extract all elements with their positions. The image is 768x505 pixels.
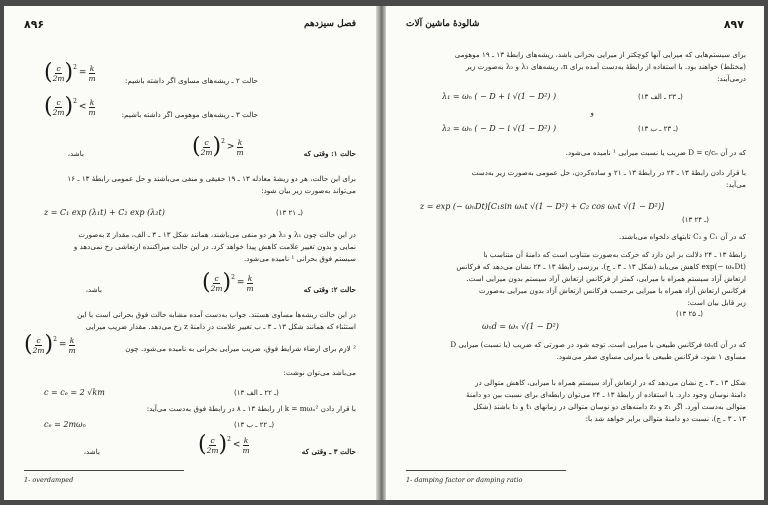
- case1-heading: حالت ۱: وقتی که: [303, 149, 356, 158]
- left-page-header: [24, 18, 356, 34]
- paragraph-line: (مختلط) خواهند بود. با استفاده از رابطهٔ به‌دست آمده برای n، ریشه‌های λ₁ و λ₂ به‌صورت زیر: [465, 62, 746, 71]
- footnote-rule: [406, 470, 566, 471]
- equation-number: (۱۳ ـ ۲۱): [276, 209, 304, 217]
- paragraph-line: نمایی و بدون تغییر علامت کاهش پیدا خواهد کرد. در این حالت میراکننده ارتعاشی رخ نمی‌دهد و: [73, 242, 356, 251]
- paragraph-line: می‌آید:: [725, 180, 746, 189]
- paragraph-line: با قرار دادن k = mωₙ² از رابطهٔ ۱۳ ـ ۸ در رابطهٔ فوق به‌دست می‌آید:: [146, 404, 356, 413]
- paragraph-line: برای سیستم‌هایی که میرایی آنها کوچکتر از میرایی بحرانی باشد، ریشه‌های رابطهٔ ۱۳ ـ ۱۹ موهومی: [454, 50, 746, 59]
- footnote-rule: [24, 470, 184, 471]
- paragraph-line: شکل ۱۳ ـ ۳ ـ ج نشان می‌دهد که در ارتعاش آزاد سیستم همراه با میرایی، کاهش متوالی در: [475, 378, 746, 387]
- equation-number: (۱۳ ـ ۲۵): [676, 310, 704, 318]
- right-page-header: [406, 18, 744, 34]
- paragraph-line: ارتعاش آزاد سیستم همراه با میرایی، کمتر از فرکانس ارتعاش آزاد سیستم بدون میرایی است.: [466, 274, 746, 283]
- page-number: ۸۹۶: [24, 18, 45, 31]
- left-page: [4, 6, 376, 500]
- footnote: 1- damping factor or damping ratio: [406, 476, 523, 484]
- formula-case2-condition: ( c 2m ) 2 = $\frac{k}{m}$: [44, 60, 96, 85]
- paragraph-line: استثناء که همانند شکل ۱۳ ـ ۳ ـ ب تغییر علامت در دامنهٔ z رخ می‌دهد. مقدار ضریب میرایی: [85, 322, 356, 331]
- formula-case3-heading: ( c 2m ) 2 < k m: [198, 432, 250, 457]
- formula-case1-condition: ( c 2m ) 2 > k m: [192, 134, 244, 159]
- equation-number: (۱۳ ـ ۲۴): [682, 216, 710, 224]
- paragraph-line: در این حالت چون λ₁ و λ₂ هر دو منفی می‌باشند، همانند شکل ۱۳ ـ ۳ ـ الف، مقدار z به‌صورت: [78, 230, 356, 239]
- paragraph-line: که در آن D = c/cₑ ضریب یا نسبت میرایی ¹ نامیده می‌شود.: [565, 148, 746, 157]
- paragraph-line: رابطهٔ ۱۳ ـ ۲۴ دلالت بر این دارد که حرکت به‌صورت متناوب است که دامنهٔ آن متناسب با: [483, 250, 746, 259]
- paragraph-line: با قرار دادن رابطهٔ ۱۳ ـ ۲۳ در رابطهٔ ۱۳ ـ ۲۱ و ساده‌کردن، حل عمومی به‌صورت زیر به‌دست: [471, 168, 746, 177]
- paragraph-line: متوالی به‌دست آورد. اگر z₁ و z₂ دامنه‌های دو نوسان متوالی در زمانهای t₁ و t₂ باشند (شکل: [473, 402, 746, 411]
- equation-22a: c = cₑ = 2 √km: [44, 388, 105, 397]
- paragraph-line: که در آن C₁ و C₂ ثابتهای دلخواه می‌باشند.: [618, 232, 746, 241]
- formula-critical-condition: ( c 2m ) 2 = $\frac{k}{m}$: [24, 332, 76, 357]
- paragraph-line: می‌باشد می‌توان نوشت:: [283, 368, 356, 377]
- case3-heading: حالت ۳ ـ وقتی که: [301, 447, 356, 456]
- book-spine: [376, 6, 386, 500]
- equation-23b: λ₂ = ωₙ ( − D − i √(1 − D²) ): [442, 124, 557, 133]
- paragraph-line: ² لازم برای ارضاء شرایط فوق، ضریب میرایی بحرانی به نامیده می‌شود. چون: [125, 344, 356, 353]
- paragraph-line: زیر قابل بیان است:: [687, 298, 746, 307]
- case3-tail: باشد،: [83, 447, 100, 456]
- equation-23a: λ₁ = ωₙ ( − D + i √(1 − D²) ): [442, 92, 557, 101]
- case2-tail: باشد،: [85, 285, 102, 294]
- formula-case2-heading: ( c 2m ) 2 = $\frac{k}{m}$: [202, 270, 254, 295]
- equation-number: (۱۳ ـ ۲۲ ـ ب): [234, 421, 275, 429]
- paragraph-line: ۱۳ ـ ۳ ـ ج)، نسبت دو دامنهٔ متوالی برابر خواهد شد با:: [585, 414, 746, 423]
- equation-number: (۱۳ ـ ۲۲ ـ الف): [234, 389, 279, 397]
- header-title: شالودهٔ ماشین آلات: [406, 19, 480, 29]
- conjunction: و: [590, 108, 594, 117]
- case1-tail: باشد،: [67, 149, 84, 158]
- paragraph-line: فرکانس ارتعاش آزاد همراه با میرایی برحسب فرکانس ارتعاش آزاد بدون میرایی به‌صورت: [478, 286, 746, 295]
- paragraph-line: می‌تواند به‌صورت زیر بیان شود:: [261, 186, 356, 195]
- paragraph-line: مساوی ۱ شود، فرکانس طبیعی با میرایی مساوی صفر می‌شود.: [556, 352, 746, 361]
- paragraph-line: در این حالت ریشه‌ها مساوی هستند. جواب به‌دست آمده مشابه حالت فوق بحرانی است با این: [77, 310, 356, 319]
- paragraph-line: سیستم فوق بحرانی ¹ نامیده می‌شود.: [243, 254, 356, 263]
- paragraph-line: exp(− ωₙDt) کاهش می‌یابد (شکل ۱۳ ـ ۳ ـ ج). بررسی رابطهٔ ۱۳ ـ ۲۴ نشان می‌دهد که فرکانس: [456, 262, 746, 271]
- footnote: 1- overdamped: [24, 476, 74, 484]
- case3-label: حالت ۳ ـ ریشه‌های موهومی اگر داشته باشیم:: [121, 110, 258, 119]
- case2-label: حالت ۲ ـ ریشه‌های مساوی اگر داشته باشیم:: [125, 76, 258, 85]
- equation-22b: cₑ = 2mωₙ: [44, 420, 86, 429]
- case2-heading: حالت ۲: وقتی که: [303, 285, 356, 294]
- formula-case3-condition: ( c 2m ) 2 < k m: [44, 94, 96, 119]
- paragraph-line: درمی‌آیند:: [717, 74, 746, 83]
- equation-21: z = C₁ exp (λ₁t) + C₂ exp (λ₂t): [44, 208, 165, 217]
- paragraph-line: دامنهٔ نوسان وجود دارد. با استفاده از رابطهٔ ۱۳ ـ ۲۴ می‌توان رابطه‌ای برای نسبت بین دو دامنهٔ: [466, 390, 746, 399]
- equation-25: ωₙd = ωₙ √(1 − D²): [482, 322, 559, 331]
- paragraph-line: که در آن ωₙd فرکانس طبیعی با میرایی است. توجه شود در صورتی که ضریب (یا نسبت) میرایی D: [450, 340, 746, 349]
- right-page: [386, 6, 764, 500]
- page-number: ۸۹۷: [723, 18, 744, 31]
- equation-number: (۱۳ ـ ۲۳ ـ الف): [638, 93, 683, 101]
- header-title: فصل سیزدهم: [303, 19, 356, 29]
- equation-number: (۱۳ ـ ۲۳ ـ ب): [638, 125, 679, 133]
- paragraph-line: برای این حالت، هر دو ریشهٔ معادله ۱۳ ـ ۱۹ حقیقی و منفی می‌باشند و حل عمومی رابطهٔ ۱۳ ـ ۱۶: [67, 174, 356, 183]
- equation-24: z = exp (− ωₙDt)[C₁sin ωₙt √(1 − D²) + C₂ cos ωₙt √(1 − D²)]: [420, 202, 665, 211]
